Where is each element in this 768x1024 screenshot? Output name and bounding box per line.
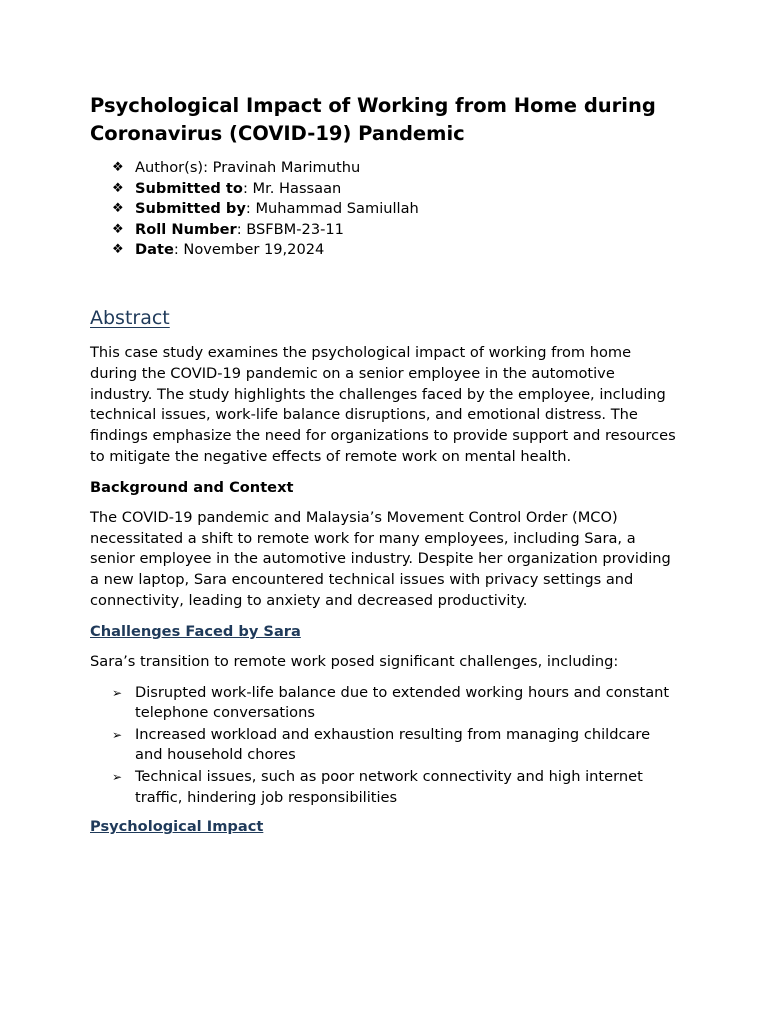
meta-value: : Muhammad Samiullah [245, 200, 419, 218]
diamond-bullet-icon: ❖ [112, 201, 124, 217]
background-heading: Background and Context [90, 478, 294, 496]
diamond-bullet-icon: ❖ [112, 180, 124, 196]
document-title: Psychological Impact of Working from Home during Coronavirus (COVID-19) Pandemic [90, 94, 656, 145]
arrowhead-bullet-icon: ➢ [112, 769, 123, 784]
list-item-text: Disrupted work-life balance due to extended working hours and constant telephone conversations [135, 683, 670, 722]
challenges-list [90, 683, 680, 809]
meta-author [90, 158, 680, 179]
diamond-bullet-icon: ❖ [112, 242, 124, 258]
meta-label: Date [135, 241, 174, 259]
meta-submitted-to [90, 179, 680, 200]
abstract-paragraph: This case study examines the psychological impact of working from home during the COVID-19 pandemic on a senior employee in the automotive industry. The study highlights the challenges faced by the employee, including technical issues, work-life balance disruptions, and emotional distress. The findings emphasize the need for organizations to provide support and resources to mitigate the negative effects of remote work on mental health. [90, 343, 676, 465]
meta-label: Roll Number [135, 220, 237, 238]
diamond-bullet-icon: ❖ [112, 160, 124, 175]
arrowhead-bullet-icon: ➢ [112, 727, 123, 742]
challenges-intro: Sara’s transition to remote work posed significant challenges, including: [90, 652, 619, 670]
list-item [90, 683, 680, 724]
meta-label: Submitted by [135, 200, 246, 218]
meta-list [90, 158, 680, 261]
meta-label: Submitted to [135, 179, 243, 197]
meta-date [90, 240, 680, 261]
list-item [90, 767, 680, 808]
meta-value: : BSFBM-23-11 [236, 220, 344, 238]
arrowhead-bullet-icon: ➢ [112, 685, 123, 700]
list-item-text: Increased workload and exhaustion resulting from managing childcare and household chores [135, 725, 651, 764]
psychological-impact-heading: Psychological Impact [90, 818, 264, 836]
abstract-heading: Abstract [90, 306, 170, 329]
document-page [90, 92, 680, 837]
background-paragraph: The COVID-19 pandemic and Malaysia’s Movement Control Order (MCO) necessitated a shift to remote work for many employees, including Sara, a senior employee in the automotive industry. Despite her organization providing a new laptop, Sara encountered technical issues with privacy settings and connectivity, leading to anxiety and decreased productivity. [90, 508, 671, 609]
meta-roll-number [90, 220, 680, 241]
meta-value: : November 19,2024 [173, 241, 325, 259]
meta-value: : Mr. Hassaan [242, 179, 342, 197]
meta-submitted-by [90, 199, 680, 220]
challenges-heading: Challenges Faced by Sara [90, 622, 301, 640]
diamond-bullet-icon: ❖ [112, 221, 124, 237]
meta-author-text: Author(s): Pravinah Marimuthu [135, 159, 361, 176]
list-item [90, 725, 680, 766]
list-item-text: Technical issues, such as poor network connectivity and high internet traffic, hindering job responsibilities [135, 767, 643, 806]
